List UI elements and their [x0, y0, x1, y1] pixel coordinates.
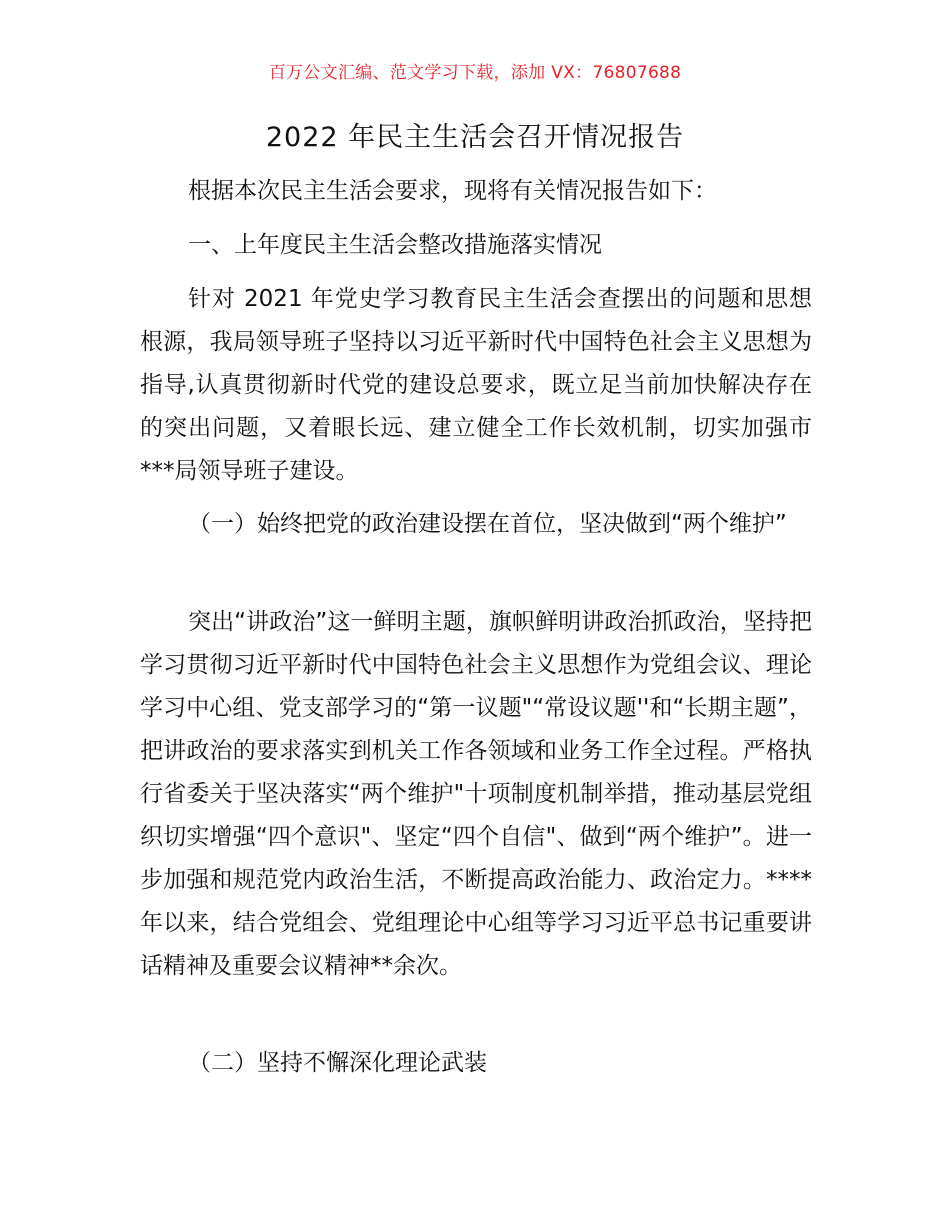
- intro-paragraph: 根据本次民主生活会要求，现将有关情况报告如下：: [188, 178, 717, 204]
- subsection-heading-1: （一）始终把党的政治建设摆在首位，坚决做到“两个维护”: [188, 511, 787, 537]
- document-title: 2022 年民主生活会召开情况报告: [265, 122, 685, 153]
- body-paragraph-2: 突出“讲政治”这一鲜明主题，旗帜鲜明讲政治抓政治，坚持把学习贯彻习近平新时代中国特色社会主义思想作为党组会议、理论学习中心组、党支部学习的“第一议题"“常设议题''和“长期主题”，把讲政治的要求落实到机关工作各领域和业务工作全过程。严格执行省委关于坚决落实“两个维护"十项制度机制举措，推动基层党组织切实增强“四个意识"、坚定“四个自信"、做到“两个维护”。进一步加强和规范党内政治生活，不断提高政治能力、政治定力。****年以来，结合党组会、党组理论中心组等学习习近平总书记重要讲话精神及重要会议精神**余次。: [140, 609, 812, 979]
- section-heading-1: 一、上年度民主生活会整改措施落实情况: [188, 232, 602, 258]
- body-paragraph-1: 针对 2021 年党史学习教育民主生活会查摆出的问题和思想根源，我局领导班子坚持以习近平新时代中国特色社会主义思想为指导,认真贯彻新时代党的建设总要求，既立足当前加快解决存在的突出问题，又着眼长远、建立健全工作长效机制，切实加强市***局领导班子建设。: [140, 286, 812, 484]
- watermark-text: 百万公文汇编、范文学习下载，添加 VX：76807688: [268, 63, 682, 83]
- subsection-heading-2: （二）坚持不懈深化理论武装: [188, 1050, 487, 1076]
